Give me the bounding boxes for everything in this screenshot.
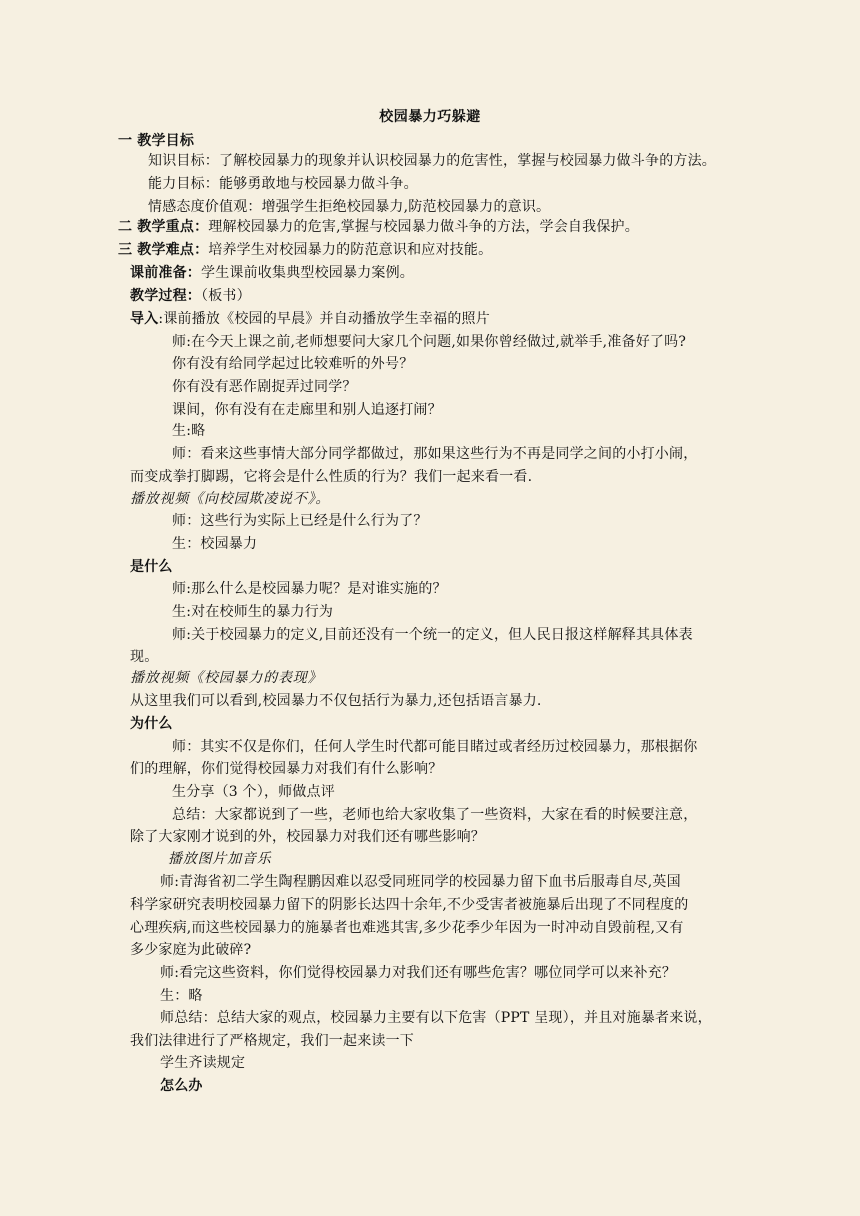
paragraph-line: 多少家庭为此破碎?: [130, 942, 252, 958]
video-note: 播放视频《校园暴力的表现》: [130, 670, 323, 686]
paragraph-line: 师:那么什么是校园暴力呢？是对谁实施的？: [172, 581, 447, 597]
section-why: 为什么: [130, 716, 173, 732]
paragraph-line: 现。: [130, 649, 159, 665]
paragraph-line: 师:关于校园暴力的定义,目前还没有一个统一的定义，但人民日报这样解释其具体表: [172, 627, 693, 643]
paragraph-line: 们的理解，你们觉得校园暴力对我们有什么影响？: [130, 761, 443, 777]
paragraph-line: 而变成拳打脚踢，它将会是什么性质的行为？我们一起来看一看.: [130, 469, 533, 485]
attitude-goal: 情感态度价值观：增强学生拒绝校园暴力,防范校园暴力的意识。: [148, 199, 551, 215]
media-note: 播放图片加音乐: [168, 851, 272, 867]
paragraph-line: 生分享（3 个），师做点评: [172, 784, 335, 800]
paragraph-line: 你有没有恶作剧捉弄过同学？: [172, 379, 357, 395]
paragraph-line: 师：看来这些事情大部分同学都做过，那如果这些行为不再是同学之间的小打小闹，: [172, 446, 698, 462]
paragraph-line: 生:略: [172, 423, 206, 439]
paragraph-line: 师:青海省初二学生陶程鹏因难以忍受同班同学的校园暴力留下血书后服毒自尽,英国: [160, 874, 681, 890]
ability-goal: 能力目标：能够勇敢地与校园暴力做斗争。: [148, 176, 418, 192]
paragraph-line: 生：校园暴力: [172, 536, 258, 552]
section-what: 是什么: [130, 559, 173, 575]
paragraph-line: 从这里我们可以看到,校园暴力不仅包括行为暴力,还包括语言暴力.: [130, 693, 542, 709]
paragraph-line: 科学家研究表明校园暴力留下的阴影长达四十余年,不少受害者被施暴后出现了不同程度的: [130, 897, 689, 913]
teaching-process: 教学过程：（板书）: [130, 288, 251, 304]
paragraph-line: 学生齐读规定: [160, 1055, 246, 1071]
teaching-difficulty: 三 教学难点：培养学生对校园暴力的防范意识和应对技能。: [118, 242, 493, 258]
paragraph-line: 除了大家刚才说到的外，校园暴力对我们还有哪些影响？: [130, 829, 485, 845]
paragraph-line: 师:在今天上课之前,老师想要问大家几个问题,如果你曾经做过,就举手,准备好了吗?: [172, 334, 687, 350]
paragraph-line: 课间，你有没有在走廊里和别人追逐打闹？: [172, 402, 442, 418]
paragraph-line: 师：这些行为实际上已经是什么行为了？: [172, 513, 428, 529]
section-label: 一 教学目标: [118, 133, 195, 149]
video-note: 播放视频《向校园欺凌说不》。: [130, 491, 331, 507]
paragraph-line: 师：其实不仅是你们，任何人学生时代都可能目睹过或者经历过校园暴力，那根据你: [172, 739, 698, 755]
paragraph-line: 生：略: [160, 988, 203, 1004]
section-teaching-goals: [118, 130, 194, 152]
document-title: 校园暴力巧躲避: [379, 109, 481, 125]
paragraph-line: 我们法律进行了严格规定，我们一起来读一下: [130, 1033, 414, 1049]
pre-class-prep: 课前准备：学生课前收集典型校园暴力案例。: [130, 265, 414, 281]
intro-line: 导入:课前播放《校园的早晨》并自动播放学生幸福的照片: [130, 311, 490, 327]
paragraph-line: 师:看完这些资料，你们觉得校园暴力对我们还有哪些危害？哪位同学可以来补充？: [160, 965, 677, 981]
paragraph-line: 总结：大家都说到了一些，老师也给大家收集了一些资料，大家在看的时候要注意，: [172, 807, 698, 823]
paragraph-line: 你有没有给同学起过比较难听的外号？: [172, 356, 414, 372]
knowledge-goal: 知识目标：了解校园暴力的现象并认识校园暴力的危害性，掌握与校园暴力做斗争的方法。: [148, 153, 716, 169]
paragraph-line: 生:对在校师生的暴力行为: [172, 604, 334, 620]
paragraph-line: 心理疾病,而这些校园暴力的施暴者也难逃其害,多少花季少年因为一时冲动自毁前程,又有: [130, 920, 684, 936]
section-how: 怎么办: [160, 1078, 203, 1094]
paragraph-line: 师总结：总结大家的观点，校园暴力主要有以下危害（PPT 呈现），并且对施暴者来说，: [160, 1010, 712, 1026]
teaching-key-point: 二 教学重点：理解校园暴力的危害,掌握与校园暴力做斗争的方法，学会自我保护。: [118, 219, 639, 235]
